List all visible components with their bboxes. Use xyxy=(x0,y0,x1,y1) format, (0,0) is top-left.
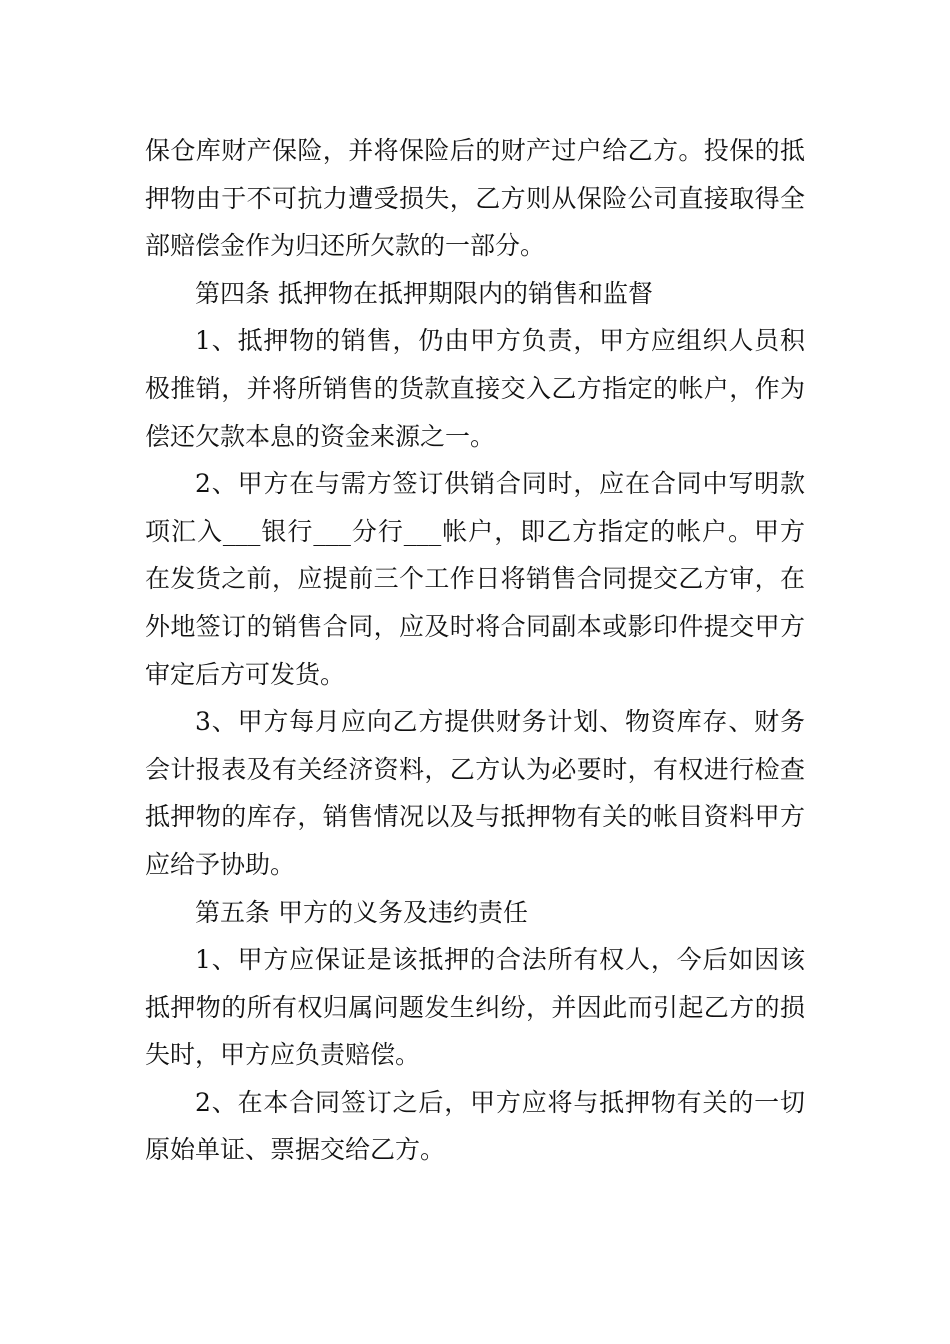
article-4-clause-1: 1、抵押物的销售，仍由甲方负责，甲方应组织人员积极推销，并将所销售的货款直接交入乙方指定的帐户，作为偿还欠款本息的资金来源之一。 xyxy=(145,326,805,451)
article-4-heading: 第四条 抵押物在抵押期限内的销售和监督 xyxy=(195,278,653,308)
article-4-clause-2: 2、甲方在与需方签订供销合同时，应在合同中写明款项汇入___银行___分行___帐户，即乙方指定的帐户。甲方在发货之前，应提前三个工作日将销售合同提交乙方审，在外地签订的销售合同，应及时将合同副本或影印件提交甲方审定后方可发货。 xyxy=(145,469,805,689)
article-5-clause-1: 1、甲方应保证是该抵押的合法所有权人，今后如因该抵押物的所有权归属问题发生纠纷，并因此而引起乙方的损失时，甲方应负责赔偿。 xyxy=(145,945,805,1070)
article-5-clause-2: 2、在本合同签订之后，甲方应将与抵押物有关的一切原始单证、票据交给乙方。 xyxy=(145,1087,805,1165)
article-4-clause-3: 3、甲方每月应向乙方提供财务计划、物资库存、财务会计报表及有关经济资料，乙方认为必要时，有权进行检查抵押物的库存，销售情况以及与抵押物有关的帐目资料甲方应给予协助。 xyxy=(145,707,805,879)
paragraph-insurance-continuation: 保仓库财产保险，并将保险后的财产过户给乙方。投保的抵押物由于不可抗力遭受损失，乙方则从保险公司直接取得全部赔偿金作为归还所欠款的一部分。 xyxy=(145,136,805,261)
article-5-heading: 第五条 甲方的义务及违约责任 xyxy=(195,897,528,927)
document-page xyxy=(145,127,805,1174)
